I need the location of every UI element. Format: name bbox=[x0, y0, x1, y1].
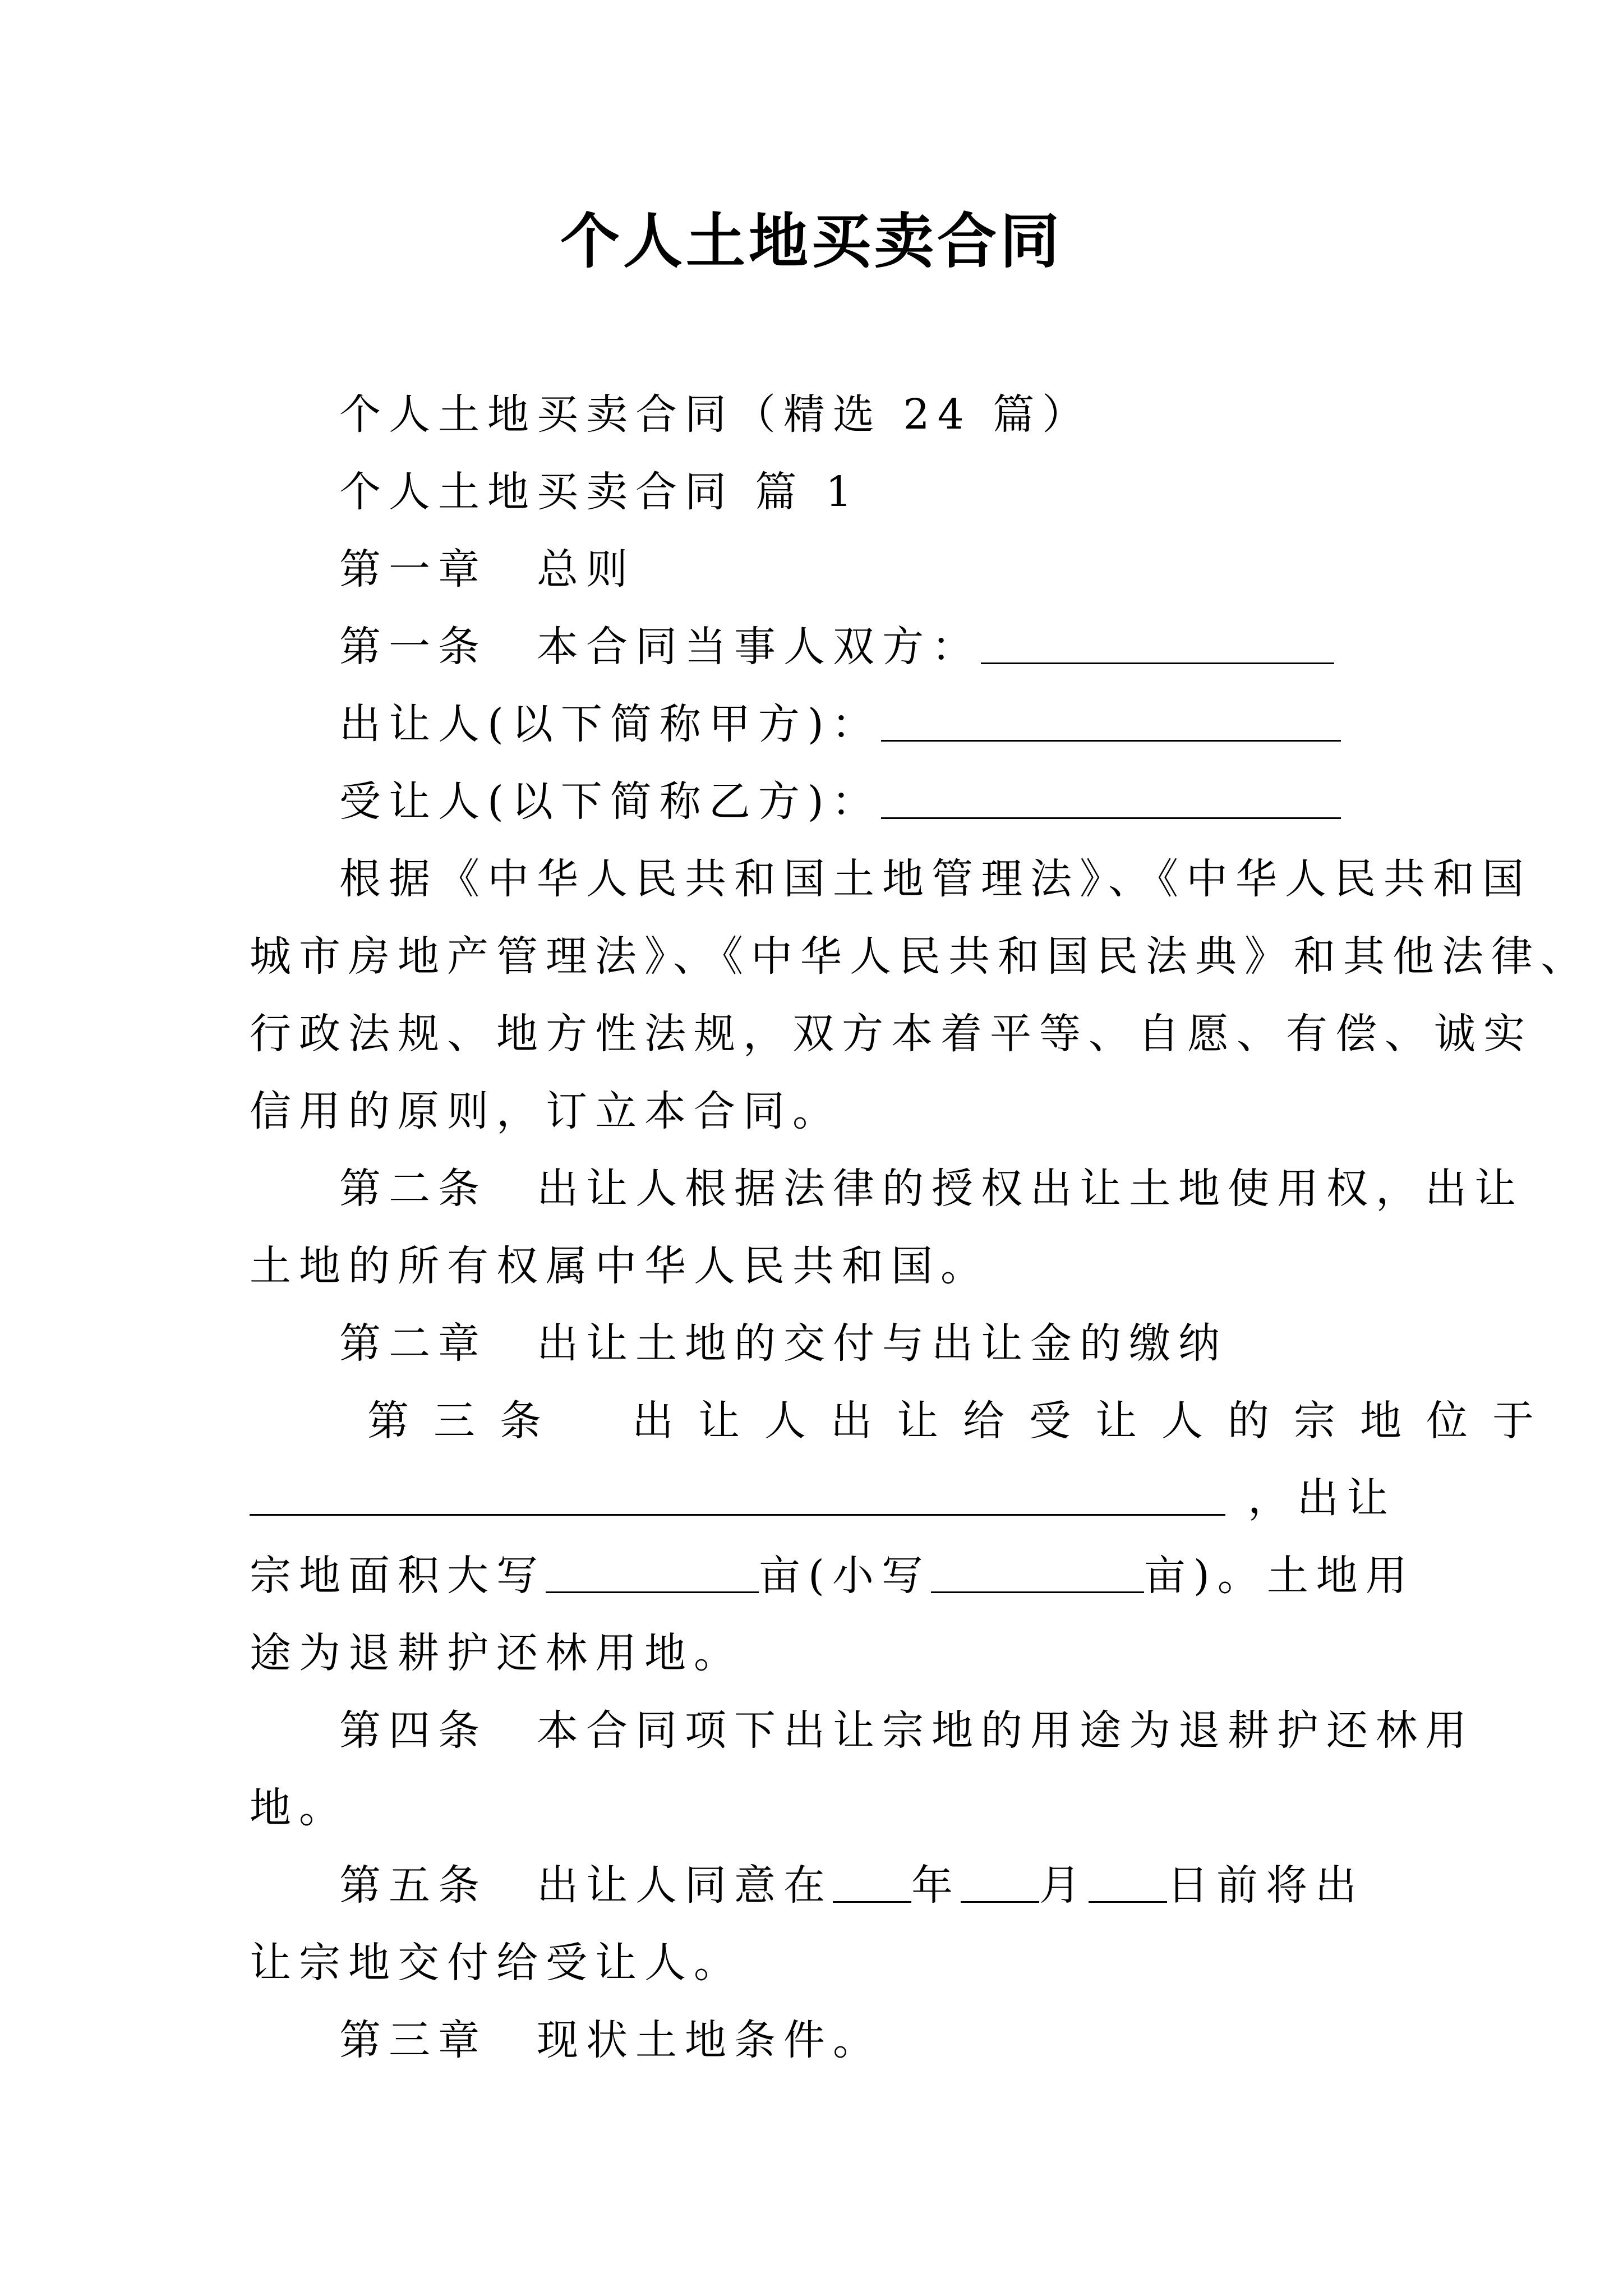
area-lowercase-label: 亩(小写 bbox=[759, 1552, 931, 1600]
article-1-text: 第一条 本合同当事人双方： bbox=[339, 623, 981, 671]
party-b-blank[interactable] bbox=[881, 771, 1341, 819]
year-blank[interactable] bbox=[833, 1855, 911, 1903]
article-3-line-3 bbox=[250, 1537, 1415, 1614]
area-uppercase-label: 宗地面积大写 bbox=[250, 1552, 546, 1600]
article-5-text: 第五条 出让人同意在 bbox=[339, 1861, 833, 1910]
article-3-line-2-tail: ，出让 bbox=[1248, 1474, 1396, 1522]
basis-paragraph-line-2: 城市房地产管理法》、《中华人民共和国民法典》和其他法律、 bbox=[250, 932, 1590, 981]
chapter-1-heading: 第一章 总则 bbox=[339, 545, 635, 593]
party-b-label: 受让人(以下简称乙方)： bbox=[339, 777, 881, 826]
day-label: 日前将出 bbox=[1167, 1861, 1364, 1910]
land-use-text: 亩)。土地用 bbox=[1144, 1552, 1415, 1600]
chapter-3-heading: 第三章 现状土地条件。 bbox=[339, 2016, 882, 2064]
article-5-line-1 bbox=[250, 1847, 1388, 1924]
parties-blank[interactable] bbox=[981, 616, 1334, 664]
parcel-location-blank[interactable] bbox=[250, 1468, 1225, 1516]
article-3-line-4: 途为退耕护还林用地。 bbox=[250, 1629, 743, 1677]
year-label: 年 bbox=[911, 1861, 961, 1910]
party-a-line bbox=[250, 685, 1388, 763]
article-5-line-2: 让宗地交付给受让人。 bbox=[250, 1939, 743, 1987]
basis-paragraph-line-4: 信用的原则，订立本合同。 bbox=[250, 1087, 842, 1135]
article-3-line-1: 第三条 出让人出让给受让人的宗地位于 bbox=[367, 1397, 1559, 1445]
article-3-line-2 bbox=[250, 1460, 1396, 1537]
document-body bbox=[250, 376, 1590, 2079]
party-b-line bbox=[250, 763, 1388, 840]
chapter-2-heading: 第二章 出让土地的交付与出让金的缴纳 bbox=[339, 1319, 1228, 1368]
party-a-blank[interactable] bbox=[881, 694, 1341, 742]
basis-paragraph-line-3: 行政法规、地方性法规，双方本着平等、自愿、有偿、诚实 bbox=[250, 1010, 1533, 1058]
month-blank[interactable] bbox=[961, 1855, 1039, 1903]
article-4-line-2: 地。 bbox=[250, 1784, 348, 1832]
article-4-line-1: 第四条 本合同项下出让宗地的用途为退耕护还林用 bbox=[339, 1706, 1474, 1755]
document-title: 个人土地买卖合同 bbox=[560, 206, 1063, 276]
area-uppercase-blank[interactable] bbox=[546, 1545, 759, 1593]
part-heading: 个人土地买卖合同 篇 1 bbox=[339, 468, 860, 516]
article-1 bbox=[250, 608, 1388, 685]
article-2-line-2: 土地的所有权属中华人民共和国。 bbox=[250, 1242, 990, 1290]
article-2-line-1: 第二条 出让人根据法律的授权出让土地使用权，出让 bbox=[339, 1165, 1524, 1213]
basis-paragraph-line-1: 根据《中华人民共和国土地管理法》、《中华人民共和国 bbox=[339, 855, 1532, 903]
party-a-label: 出让人(以下简称甲方)： bbox=[339, 700, 881, 748]
subtitle: 个人土地买卖合同（精选 24 篇） bbox=[339, 390, 1092, 439]
month-label: 月 bbox=[1039, 1861, 1089, 1910]
day-blank[interactable] bbox=[1089, 1855, 1167, 1903]
area-lowercase-blank[interactable] bbox=[931, 1545, 1144, 1593]
